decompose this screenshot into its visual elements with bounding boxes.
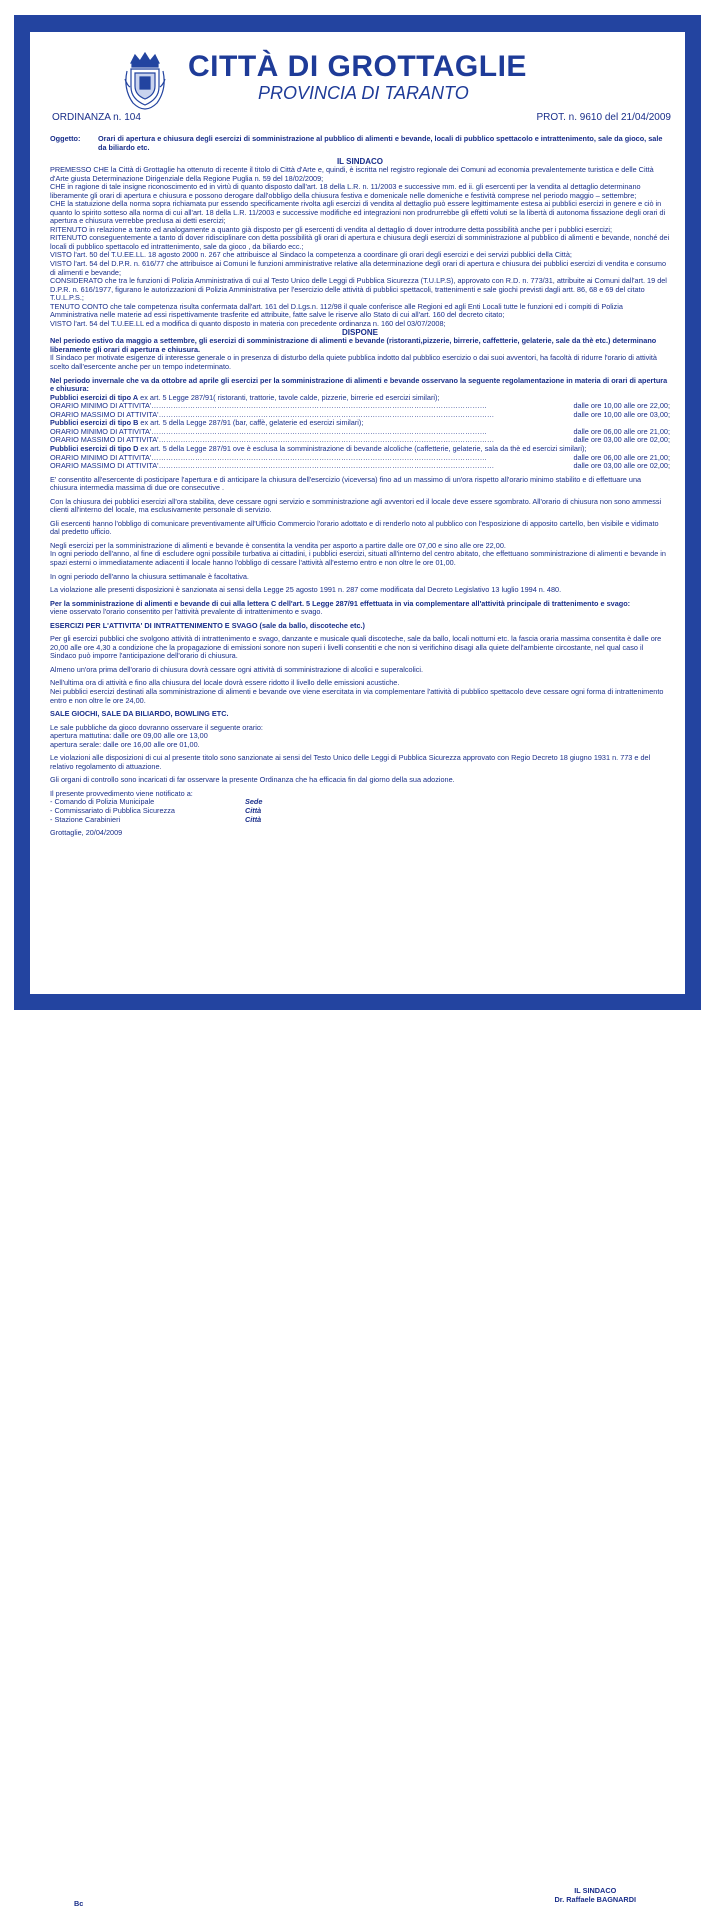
body-paragraph: apertura serale: dalle ore 16,00 alle ore 01,00.	[50, 739, 200, 749]
premessa-paragraph: RITENUTO in relazione a tanto ed analogamente a quanto già disposto per gli esercenti di vendita al dettaglio di dover introdurre detta possibilità anche per i pubblici esercizi;	[50, 224, 613, 234]
body-paragraph: La violazione alle presenti disposizioni è sanzionata ai sensi della Legge 25 agosto 1991 n. 287 come modificata dal Decreto Legislativo 13 luglio 1994 n. 480.	[50, 585, 562, 595]
mayor-signature	[555, 1886, 637, 1904]
recipient-location: Sede	[245, 797, 263, 807]
premessa-paragraph: CHE in ragione di tale insigne riconoscimento ed in virtù di quanto disposto dall'art. 18 della L.R. n. 11/2003 e successive mm. ed ii. gli esercenti per la vendita al dettaglio determinano liberamente gli orari di apertura e chiusura e possono derogare dall'obbligo della chiusura festiva e domenicale nelle domeniche e festività comprese nel periodo maggio – settembre;	[50, 182, 641, 200]
gaming-heading: SALE GIOCHI, SALE DA BILIARDO, BOWLING ETC.	[50, 709, 229, 719]
premessa-paragraph: VISTO l'art. 54 del T.U.EE.LL ed a modifica di quanto disposto in materia con precedente ordinanza n. 160 del 03/07/2008;	[50, 318, 446, 328]
sindaco-heading: IL SINDACO	[336, 157, 384, 166]
protocol-number: PROT. n. 9610 del 21/04/2009	[536, 112, 671, 123]
subject-label: Oggetto:	[50, 134, 81, 143]
body-paragraph: Per gli esercizi pubblici che svolgono attività di intrattenimento e svago, danzante e musicale quali discoteche, sale da ballo, locali notturni etc. la fascia oraria massima consentita è dalle ore 20,00 alle ore 4,30 a condizione che la propagazione di emissioni sonore non superi i livelli consentiti e che non si verifichino disagi alla quiete dell'ambiente circostante, nel qual caso il Sindaco può imporre l'anticipazione dell'orario di chiusura.	[50, 634, 662, 661]
ordinance-body	[50, 134, 670, 838]
ordinance-number: ORDINANZA n. 104	[52, 112, 141, 123]
recipient-item	[50, 807, 670, 816]
type-d-label: Pubblici esercizi di tipo D	[50, 443, 139, 453]
row-label: ORARIO MINIMO DI ATTIVITA'	[50, 452, 152, 462]
premessa-paragraph: CHE la statuizione della norma sopra richiamata pur essendo specificamente rivolta agli esercizi di vendita al dettaglio può essere legittimamente estesa ai pubblici esercizi in genere e ciò in quanto lo spirito sotteso alla norma di cui all'art. 18 della L.R. 11/2003 e successive modifiche ed integrazioni non prodrurrebbe gli effetti voluti se la libertà di autonoma fissazione degli orari di apertura e chiusura verrebbe preclusa ai detti esercizi;	[50, 199, 666, 226]
body-paragraph: E' consentito all'esercente di posticipare l'apertura e di anticipare la chiusura dell'esercizio (viceversa) fino ad un massimo di un'ora rispetto all'orario minimo stabilito e di effettuare una chiusura intermedia massima di due ore consecutive .	[50, 474, 642, 493]
type-b-label: Pubblici esercizi di tipo B	[50, 418, 139, 428]
row-value: dalle ore 03,00 alle ore 02,00;	[573, 435, 670, 445]
type-a-desc: ex art. 5 Legge 287/91( ristoranti, trattorie, tavole calde, pizzerie, birrerie ed esercizi similari);	[138, 392, 440, 402]
body-paragraph: Negli esercizi per la somministrazione di alimenti e bevande è consentita la vendita per asporto a partire dalle ore 07,00 e sino alle ore 22,00.	[50, 540, 506, 550]
notification-intro: Il presente provvedimento viene notificato a:	[50, 788, 193, 798]
row-label: ORARIO MINIMO DI ATTIVITA'	[50, 401, 152, 411]
row-value: dalle ore 03,00 alle ore 02,00;	[573, 461, 670, 471]
premessa-paragraph: VISTO l'art. 54 del D.P.R. n. 616/77 che attribuisce ai Comuni le funzioni amministrative relative alla determinazione degli orari di apertura e chiusura dei pubblici esercizi di vendita e consumo di alimenti e bevande;	[50, 259, 666, 277]
premessa-paragraph: RITENUTO conseguentemente a tanto di dover ridisciplinare con detta possibilità gli orari di apertura e chiusura degli esercizi di somministrazione al pubblico di alimenti e bevande, nonché dei locali di pubblico spettacolo ed intrattenimento, sale da gioco , da biliardo ecc.;	[50, 233, 670, 251]
body-paragraph: In ogni periodo dell'anno la chiusura settimanale è facoltativa.	[50, 571, 249, 581]
city-title: CITTÀ DI GROTTAGLIE	[188, 50, 527, 83]
recipient-name: - Stazione Carabinieri	[50, 814, 121, 824]
province-subtitle: PROVINCIA DI TARANTO	[258, 83, 469, 103]
body-paragraph: In ogni periodo dell'anno, al fine di escludere ogni possibile turbativa ai cittadini, i pubblici esercizi, situati all'interno del centro abitato, che effettuano somministrazione di alimenti e bevande in spazi esterni o immediatamente adiacenti il locale hanno l'obbligo di cessare l'attività all'esterno entro e non oltre le ore 01,00.	[50, 549, 666, 567]
dispone-heading: DISPONE	[341, 328, 378, 338]
body-paragraph: apertura mattutina: dalle ore 09,00 alle ore 13,00	[50, 731, 208, 741]
recipient-name: - Commissariato di Pubblica Sicurezza	[50, 806, 175, 815]
recipient-location: Città	[245, 806, 262, 815]
type-b-desc: ex art. 5 della Legge 287/91 (bar, caffè, gelaterie ed esercizi similari);	[138, 418, 364, 428]
row-value: dalle ore 10,00 alle ore 22,00;	[573, 401, 670, 411]
row-label: ORARIO MASSIMO DI ATTIVITA'	[50, 409, 159, 419]
winter-rule: Nel periodo invernale che va da ottobre ad aprile gli esercizi per la somministrazione di alimenti e bevande osservano la seguente regolamentazione in materia di orari di apertura e chiusura:	[50, 375, 668, 394]
premessa-paragraph: PREMESSO CHE la Città di Grottaglie ha ottenuto di recente il titolo di Città d'Arte e, quindi, è iscritta nel registro regionale dei Comuni ad economia prevalentemente turistica e delle Città d'Arte giusta Determinazione Dirigenziale della Regione Puglia n. 59 del 18/02/2009;	[50, 165, 654, 183]
letter-c-rule: Per la somministrazione di alimenti e bevande di cui alla lettera C dell'art. 5 Legge 287/91 effettuata in via complementare all'attività principale di trattenimento e svago:	[50, 598, 631, 608]
subject-block	[50, 134, 670, 152]
body-paragraph: Le violazioni alle disposizioni di cui al presente titolo sono sanzionate ai sensi del Testo Unico delle Leggi di Pubblica Sicurezza approvato con Regio Decreto 18 giugno 1931 n. 773 e del relativo regolamento di attuazione.	[50, 753, 651, 771]
row-value: dalle ore 06,00 alle ore 21,00;	[573, 426, 670, 436]
municipal-crest-icon	[123, 49, 167, 111]
row-label: ORARIO MINIMO DI ATTIVITA'	[50, 426, 152, 436]
row-value: dalle ore 10,00 alle ore 03,00;	[573, 409, 670, 419]
body-paragraph: Almeno un'ora prima dell'orario di chiusura dovrà cessare ogni attività di somministrazione di alcolici e superalcolici.	[50, 664, 424, 674]
type-a-label: Pubblici esercizi di tipo A	[50, 392, 139, 402]
premessa-paragraph: VISTO l'art. 50 del T.U.EE.LL. 18 agosto 2000 n. 267 che attribuisce al Sindaco la competenza a coordinare gli orari degli esercizi e dei servizi pubblici della Città;	[50, 250, 572, 260]
subject-text: Orari di apertura e chiusura degli esercizi di somministrazione al pubblico di alimenti e bevande, locali di pubblico spettacolo e intrattenimento, sale da gioco, sale da biliardo etc.	[98, 134, 663, 152]
body-paragraph: Le sale pubbliche da gioco dovranno osservare il seguente orario:	[50, 722, 263, 732]
body-paragraph: Con la chiusura dei pubblici esercizi all'ora stabilita, deve cessare ogni servizio e somministrazione agli avventori ed il locale deve essere sgombrato. All'orario di chiusura non sono ammessi clienti all'interno del locale, ma esclusivamente personale di servizio.	[50, 496, 662, 515]
letter-c-note: viene osservato l'orario consentito per l'attività prevalente di intrattenimento e svago.	[50, 607, 323, 617]
signature-name: Dr. Raffaele BAGNARDI	[554, 1895, 636, 1904]
date-place: Grottaglie, 20/04/2009	[50, 828, 123, 838]
row-label: ORARIO MASSIMO DI ATTIVITA'	[50, 461, 159, 471]
summer-rule-note: Il Sindaco per motivate esigenze di interesse generale o in presenza di disturbo della quiete pubblica indotto dal pubblico esercizio o dai suoi avventori, ha facoltà di ridurre l'orario di attività scelto dall'esercente anche per un tempo indeterminato.	[50, 353, 657, 372]
recipient-location: Città	[245, 814, 262, 824]
recipient-item	[50, 816, 670, 825]
type-d-max-row	[50, 462, 670, 471]
body-paragraph: Nell'ultima ora di attività e fino alla chiusura del locale dovrà essere ridotto il livello delle emissioni acustiche.	[50, 678, 400, 688]
body-paragraph: Nei pubblici esercizi destinati alla somministrazione di alimenti e bevande ove viene esercitata in via complementare l'attività di pubblico spettacolo deve cessare ogni forma di intrattenimento entro e non oltre le ore 24,00.	[50, 686, 664, 705]
signature-role: IL SINDACO	[574, 1886, 617, 1895]
premessa-paragraph: TENUTO CONTO che tale competenza risulta confermata dall'art. 161 del D.Lgs.n. 112/98 il quale conferisce alle Regioni ed agli Enti Locali tutte le funzioni ed i compiti di Polizia Amministrativa nelle materie ad essi rispettivamente trasferite ed attribuite, fatte salve le riserve allo Stato di cui all'art. 160 del decreto citato;	[50, 301, 623, 320]
entertainment-heading: ESERCIZI PER L'ATTIVITA' DI INTRATTENIMENTO E SVAGO (sale da ballo, discoteche etc.)	[50, 620, 365, 630]
summer-rule: Nel periodo estivo da maggio a settembre, gli esercizi di somministrazione di alimenti e bevande (ristoranti,pizzerie, birrerie, caffetterie, gelaterie, sale da thè etc.) determinano liberamente gli orari di apertura e chiusura.	[50, 336, 657, 354]
row-value: dalle ore 06,00 alle ore 21,00;	[573, 452, 670, 462]
body-paragraph: Gli esercenti hanno l'obbligo di comunicare preventivamente all'Ufficio Commercio l'orario adottato e di renderlo noto al pubblico con l'esposizione di apposito cartello, ben visibile e vidimato dal predetto ufficio.	[50, 518, 659, 537]
ordinance-document	[30, 32, 685, 1908]
recipient-name: - Comando di Polizia Municipale	[50, 797, 155, 807]
body-paragraph: Gli organi di controllo sono incaricati di far osservare la presente Ordinanza che ha efficacia fin dal giorno della sua adozione.	[50, 775, 455, 785]
type-d-desc: ex art. 5 della Legge 287/91 ove è esclusa la somministrazione di bevande alcoliche (caffetterie, gelaterie, sala da thè ed esercizi similari);	[138, 443, 587, 453]
row-label: ORARIO MASSIMO DI ATTIVITA'	[50, 435, 159, 445]
initials: Bc	[74, 1899, 84, 1908]
premessa-paragraph: CONSIDERATO che tra le funzioni di Polizia Amministrativa di cui al Testo Unico delle Leggi di Pubblica Sicurezza (T.U.LP.S), approvato con R.D. n. 773/31, attribuite ai Comuni dall'art. 19 del D.P.R. n. 616/1977, figurano le autorizzazioni di Polizia Amministrativa per l'esercizio delle attività di pubblici spettacoli, trattenimenti e sale giochi previsti dagli artt. 86, 68 e 69 del citato T.U.L.P.S.;	[50, 276, 667, 303]
